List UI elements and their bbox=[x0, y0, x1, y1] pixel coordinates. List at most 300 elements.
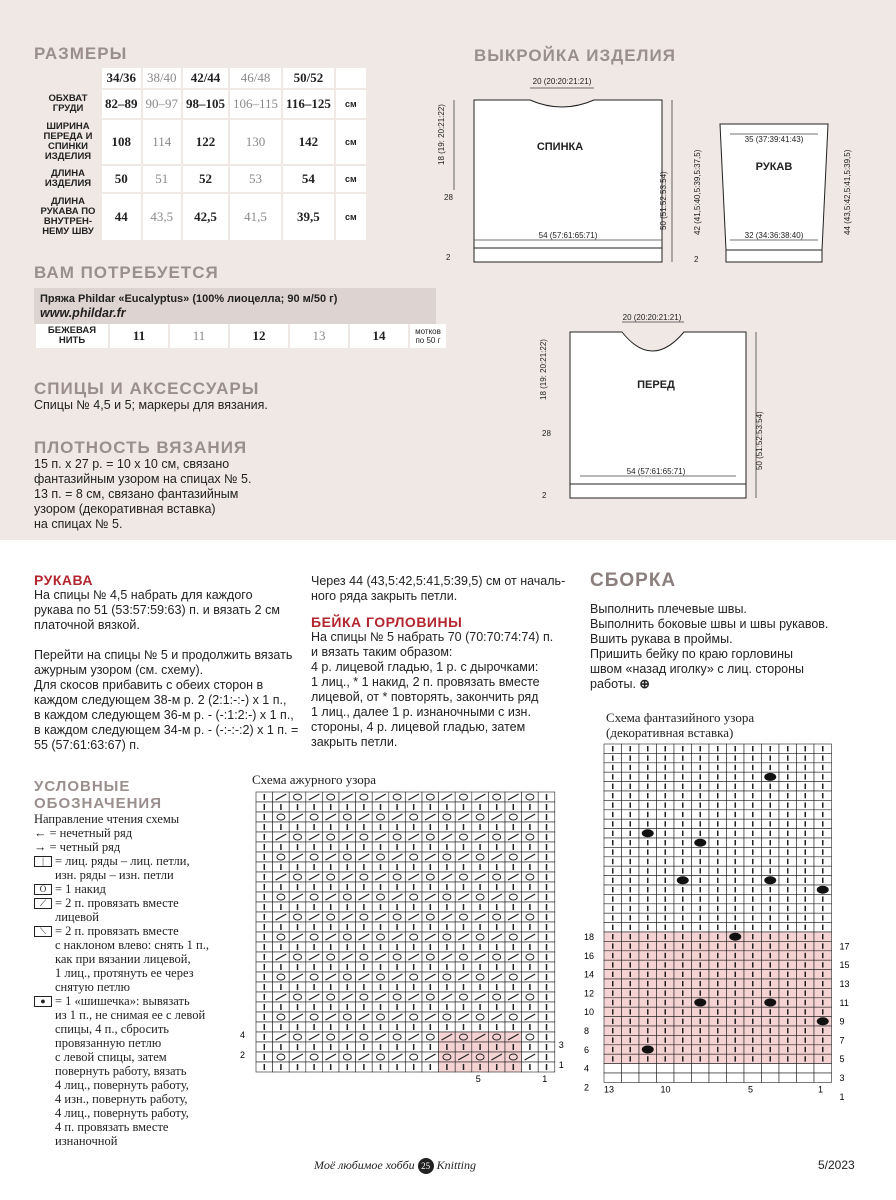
chart-cell bbox=[762, 1073, 780, 1082]
bobble-mark bbox=[694, 839, 706, 847]
row-number: 11 bbox=[839, 997, 849, 1008]
row-number: 13 bbox=[839, 979, 850, 989]
chart-cell bbox=[762, 1064, 780, 1073]
chart-cell bbox=[356, 792, 373, 802]
text-line: Перейти на спицы № 5 и продолжить вязать bbox=[34, 648, 293, 662]
sleeve-left: 42 (41,5:40,5:39,5:37,5) bbox=[693, 149, 702, 235]
chart-cell bbox=[522, 992, 539, 1002]
legend-line: с левой спицы, затем bbox=[55, 1050, 167, 1064]
legend-text bbox=[55, 896, 179, 924]
legend-line: = 2 п. провязать вместе bbox=[55, 896, 179, 910]
chart-cell bbox=[306, 852, 323, 862]
row-number: 14 bbox=[584, 969, 595, 980]
chart-cell bbox=[639, 1064, 657, 1073]
text-line: и вязать таким образом: bbox=[311, 645, 453, 659]
back-rib bbox=[474, 248, 662, 262]
row-number: 1 bbox=[558, 1060, 564, 1070]
text-line: работы. bbox=[590, 677, 636, 691]
chart-cell bbox=[273, 1012, 290, 1022]
text-line: 1 лиц., далее 1 р. изнаночными с изн. bbox=[311, 705, 531, 719]
col-number: 5 bbox=[475, 1074, 481, 1084]
chart-cell bbox=[522, 872, 539, 882]
legend-title bbox=[34, 778, 162, 812]
gauge-text bbox=[34, 457, 251, 532]
size-cell: 142 bbox=[283, 120, 334, 164]
size-cell: 51 bbox=[143, 166, 182, 192]
text-line: Для скосов прибавить с обеих сторон в bbox=[34, 678, 264, 692]
text-line: 4 р. лицевой гладью, 1 р. с дырочками: bbox=[311, 660, 539, 674]
legend-line: спицы, 4 п., сбросить bbox=[55, 1022, 169, 1036]
text-line: платочной вязкой. bbox=[34, 618, 140, 632]
text-line: ного ряда закрыть петли. bbox=[311, 589, 458, 603]
yarn-amount: 11 bbox=[110, 324, 168, 348]
chart-cell bbox=[405, 1052, 422, 1062]
chart-cell bbox=[692, 1064, 710, 1073]
text-line: стороны, 4 р. лицевой гладью, затем bbox=[311, 720, 526, 734]
bobble-mark bbox=[764, 876, 776, 884]
front-height: 50 (51:52:53:54) bbox=[755, 411, 764, 470]
bobble-mark bbox=[764, 773, 776, 781]
legend-direction: Направление чтения схемы bbox=[34, 812, 180, 826]
chart-cell bbox=[356, 912, 373, 922]
chart-cell bbox=[622, 1064, 640, 1073]
unit: см bbox=[336, 90, 366, 118]
yarn-unit: мотков по 50 г bbox=[410, 324, 446, 348]
text-line: На спицы № 5 набрать 70 (70:70:74:74) п. bbox=[311, 630, 554, 644]
chart-cell bbox=[356, 1032, 373, 1042]
row-number: 18 bbox=[584, 932, 595, 942]
bobble-icon: ● bbox=[34, 996, 52, 1007]
legend-line: провязанную петлю bbox=[55, 1036, 162, 1050]
front-piece bbox=[570, 332, 746, 484]
sleeves-title: РУКАВА bbox=[34, 572, 94, 588]
text-line: закрыть петли. bbox=[311, 735, 398, 749]
front-label: ПЕРЕД bbox=[637, 379, 675, 391]
legend-text: = четный ряд bbox=[49, 840, 121, 854]
schematics bbox=[430, 70, 870, 510]
chart-cell bbox=[439, 1012, 456, 1022]
legend-odd bbox=[34, 826, 252, 840]
chart-cell bbox=[422, 792, 439, 802]
chart-cell bbox=[814, 1073, 832, 1082]
size-cell: 44 bbox=[102, 194, 141, 240]
size-cell: 106–115 bbox=[230, 90, 281, 118]
chart-cell bbox=[339, 1012, 356, 1022]
legend-line: из 1 п., не снимая ее с левой bbox=[55, 1008, 206, 1022]
chart-cell bbox=[339, 1052, 356, 1062]
gauge-line: на спицах № 5. bbox=[34, 517, 123, 531]
row-number: 8 bbox=[584, 1026, 590, 1036]
legend-line: 4 п. провязать вместе bbox=[55, 1120, 169, 1134]
chart-cell bbox=[439, 932, 456, 942]
chart-cell bbox=[339, 932, 356, 942]
sleeve-bottom: 32 (34:36:38:40) bbox=[744, 231, 804, 240]
row-label: ДЛИНА РУКАВА ПО ВНУТРЕН-НЕМУ ШВУ bbox=[36, 194, 100, 240]
legend-knit bbox=[34, 854, 252, 882]
chart-cell bbox=[472, 1012, 489, 1022]
yarn-amount: 13 bbox=[290, 324, 348, 348]
front-rib-label: 2 bbox=[542, 491, 547, 500]
legend-line: = 2 п. провязать вместе bbox=[55, 924, 179, 938]
size-cell: 52 bbox=[183, 166, 228, 192]
size-cell: 50 bbox=[102, 166, 141, 192]
row-number: 2 bbox=[240, 1050, 246, 1060]
text-line: 55 (57:61:63:67) п. bbox=[34, 738, 140, 752]
size-cell: 53 bbox=[230, 166, 281, 192]
row-number: 16 bbox=[584, 950, 595, 961]
size-cell: 122 bbox=[183, 120, 228, 164]
chart-cell bbox=[306, 892, 323, 902]
bobble-mark bbox=[677, 876, 689, 884]
size-header: 46/48 bbox=[230, 68, 281, 88]
text-line: Выполнить боковые швы и швы рукавов. bbox=[590, 617, 829, 631]
size-cell: 39,5 bbox=[283, 194, 334, 240]
chart-cell bbox=[439, 852, 456, 862]
legend-text: = 1 накид bbox=[55, 882, 106, 896]
size-cell: 116–125 bbox=[283, 90, 334, 118]
chart-cell bbox=[472, 1052, 489, 1062]
chart-cell bbox=[522, 952, 539, 962]
chart-cell bbox=[339, 892, 356, 902]
chart-cell bbox=[273, 852, 290, 862]
col2-text bbox=[311, 574, 565, 604]
chart-cell bbox=[322, 952, 339, 962]
text-line: 1 лиц., * 1 накид, 2 п. провязать вместе bbox=[311, 675, 540, 689]
front-neck: 20 (20:20:21:21) bbox=[622, 313, 682, 322]
arrow-left-icon: ← bbox=[34, 826, 47, 840]
chart-cell bbox=[727, 1064, 745, 1073]
col-number: 1 bbox=[818, 1084, 824, 1095]
chart-cell bbox=[744, 1073, 762, 1082]
chart-cell bbox=[744, 1064, 762, 1073]
chart-cell bbox=[522, 1032, 539, 1042]
legend-line: изнаночной bbox=[55, 1134, 118, 1148]
chart-cell bbox=[422, 912, 439, 922]
chart-cell bbox=[639, 1073, 657, 1082]
gauge-line: 13 п. = 8 см, связано фантазийным bbox=[34, 487, 239, 501]
col-number: 1 bbox=[542, 1074, 548, 1084]
chart-cell bbox=[522, 832, 539, 842]
legend-line: с наклоном влево: снять 1 п., bbox=[55, 938, 209, 952]
row-label: ОБХВАТ ГРУДИ bbox=[36, 90, 100, 118]
chart-cell bbox=[273, 932, 290, 942]
chart-cell bbox=[405, 1012, 422, 1022]
bobble-mark bbox=[642, 1046, 654, 1054]
bobble-mark bbox=[817, 1017, 829, 1025]
end-mark-icon: ⊕ bbox=[639, 677, 650, 691]
needles-title: СПИЦЫ И АКСЕССУАРЫ bbox=[34, 379, 260, 398]
chart-cell bbox=[339, 852, 356, 862]
row-number: 3 bbox=[839, 1073, 845, 1083]
chart1-title: Схема ажурного узора bbox=[252, 772, 377, 787]
size-cell: 54 bbox=[283, 166, 334, 192]
chart-cell bbox=[439, 812, 456, 822]
legend-yo bbox=[34, 882, 252, 896]
row-number: 7 bbox=[839, 1035, 845, 1046]
chart-cell bbox=[439, 892, 456, 902]
text-line: Через 44 (43,5:42,5:41,5:39,5) см от началь- bbox=[311, 574, 566, 588]
sleeves-text bbox=[34, 588, 298, 753]
row-number: 9 bbox=[839, 1016, 845, 1027]
text-line: ажурным узором (см. схему). bbox=[34, 663, 204, 677]
front-rib bbox=[570, 484, 746, 498]
gauge-line: узором (декоративная вставка) bbox=[34, 502, 216, 516]
ssk-icon: ⟍ bbox=[34, 926, 52, 937]
chart-cell bbox=[273, 1052, 290, 1062]
row-label: ШИРИНА ПЕРЕДА И СПИНКИ ИЗДЕЛИЯ bbox=[36, 120, 100, 164]
chart-cell bbox=[522, 912, 539, 922]
neck-text bbox=[311, 630, 553, 750]
back-neck: 20 (20:20:21:21) bbox=[532, 77, 592, 86]
chart-cell bbox=[472, 812, 489, 822]
chart-cell bbox=[306, 972, 323, 982]
size-cell: 43,5 bbox=[143, 194, 182, 240]
size-header: 50/52 bbox=[283, 68, 334, 88]
chart-cell bbox=[322, 912, 339, 922]
back-label: СПИНКА bbox=[536, 141, 584, 153]
legend-title-line: УСЛОВНЫЕ bbox=[34, 778, 131, 795]
text-line bbox=[590, 677, 828, 692]
text-line: Пришить бейку по краю горловины bbox=[590, 647, 793, 661]
legend-text bbox=[55, 924, 209, 994]
legend-text bbox=[55, 854, 190, 882]
chart-cell bbox=[422, 832, 439, 842]
bobble-mark bbox=[817, 886, 829, 894]
bobble-mark bbox=[764, 999, 776, 1007]
lace-chart bbox=[232, 790, 562, 1090]
chart-cell bbox=[709, 1073, 727, 1082]
yarn-table bbox=[34, 322, 448, 350]
sleeve-label: РУКАВ bbox=[755, 161, 793, 173]
page-number: 25 bbox=[418, 1158, 434, 1174]
chart-cell bbox=[622, 1073, 640, 1082]
assembly-title: СБОРКА bbox=[590, 570, 677, 591]
chart-cell bbox=[422, 952, 439, 962]
chart-cell bbox=[709, 1064, 727, 1073]
row-label: ДЛИНА ИЗДЕЛИЯ bbox=[36, 166, 100, 192]
yarn-amount: 14 bbox=[350, 324, 408, 348]
sleeve-rib-label: 2 bbox=[694, 255, 699, 264]
chart-cell bbox=[604, 1073, 622, 1082]
section-name: Knitting bbox=[436, 1158, 476, 1172]
chart-cell bbox=[306, 932, 323, 942]
back-side: 28 bbox=[444, 193, 453, 202]
text-line: лицевой, от * повторять, закончить ряд bbox=[311, 690, 539, 704]
text-line: Выполнить плечевые швы. bbox=[590, 602, 747, 616]
text-line: рукава по 51 (53:57:59:63) п. и вязать 2 см bbox=[34, 603, 280, 617]
chart-cell bbox=[692, 1073, 710, 1082]
legend-line: повернуть работу, вязать bbox=[55, 1064, 187, 1078]
front-width: 54 (57:61:65:71) bbox=[626, 467, 686, 476]
chart-cell bbox=[472, 852, 489, 862]
arrow-right-icon: → bbox=[34, 840, 47, 854]
chart2-title bbox=[606, 710, 754, 740]
chart-cell bbox=[422, 872, 439, 882]
back-piece bbox=[474, 100, 662, 248]
chart-cell bbox=[674, 1064, 692, 1073]
chart-cell bbox=[306, 812, 323, 822]
text-line: каждом следующем 38-м р. 2 (2:1:-:-) х 1 п., bbox=[34, 693, 287, 707]
chart-cell bbox=[322, 1032, 339, 1042]
size-cell: 98–105 bbox=[183, 90, 228, 118]
legend-k2tog bbox=[34, 896, 252, 924]
row-number: 2 bbox=[584, 1082, 590, 1093]
fancy-chart bbox=[580, 742, 850, 1122]
chart-cell bbox=[674, 1073, 692, 1082]
front-neck-depth: 18 (19: 20:21:22) bbox=[539, 339, 548, 400]
legend-line: снятую петлю bbox=[55, 980, 130, 994]
legend-line: изн. ряды – изн. петли bbox=[55, 868, 174, 882]
pattern-title: ВЫКРОЙКА ИЗДЕЛИЯ bbox=[474, 46, 676, 65]
legend-line: = 1 «шишечка»: вывязать bbox=[55, 994, 190, 1008]
back-width: 54 (57:61:65:71) bbox=[538, 231, 598, 240]
chart-cell bbox=[797, 1064, 815, 1073]
chart-cell bbox=[405, 892, 422, 902]
issue: 5/2023 bbox=[818, 1158, 855, 1172]
text-line: в каждом следующем 36-м р. - (-:1:2:-) х 1 п., bbox=[34, 708, 294, 722]
chart-cell bbox=[472, 892, 489, 902]
unit: см bbox=[336, 166, 366, 192]
magazine-name: Моё любимое хобби bbox=[314, 1158, 415, 1172]
footer-magazine bbox=[314, 1158, 476, 1174]
back-rib-label: 2 bbox=[446, 253, 451, 262]
legend-line: как при вязании лицевой, bbox=[55, 952, 191, 966]
chart-cell bbox=[657, 1064, 675, 1073]
chart-cell bbox=[657, 1073, 675, 1082]
unit: см bbox=[336, 194, 366, 240]
size-cell: 90–97 bbox=[143, 90, 182, 118]
legend-bobble bbox=[34, 994, 252, 1148]
chart-cell bbox=[339, 812, 356, 822]
chart-cell bbox=[472, 932, 489, 942]
row-number: 4 bbox=[240, 1030, 246, 1040]
legend-ssk bbox=[34, 924, 252, 994]
unit: см bbox=[336, 120, 366, 164]
chart-cell bbox=[356, 952, 373, 962]
chart-cell bbox=[322, 832, 339, 842]
size-cell: 41,5 bbox=[230, 194, 281, 240]
back-neck-depth: 18 (19: 20:21:22) bbox=[437, 104, 446, 165]
chart-cell bbox=[322, 872, 339, 882]
yarn-url: www.phildar.fr bbox=[40, 306, 126, 320]
chart-cell bbox=[797, 1073, 815, 1082]
legend-line: 4 изн., повернуть работу, bbox=[55, 1092, 188, 1106]
chart-cell bbox=[439, 972, 456, 982]
chart-cell bbox=[322, 792, 339, 802]
back-height: 50 (51:52:53:54) bbox=[659, 171, 668, 230]
yarn-box bbox=[34, 288, 436, 324]
legend-line: = лиц. ряды – лиц. петли, bbox=[55, 854, 190, 868]
legend-line: 4 лиц., повернуть работу, bbox=[55, 1106, 189, 1120]
legend-line: 4 лиц., повернуть работу, bbox=[55, 1078, 189, 1092]
chart-cell bbox=[306, 1012, 323, 1022]
text-line: Вшить рукава в проймы. bbox=[590, 632, 733, 646]
chart-cell bbox=[405, 812, 422, 822]
bobble-mark bbox=[694, 999, 706, 1007]
chart-cell bbox=[422, 1032, 439, 1042]
size-cell: 114 bbox=[143, 120, 182, 164]
chart-cell bbox=[779, 1064, 797, 1073]
gauge-line: фантазийным узором на спицах № 5. bbox=[34, 472, 252, 486]
yarn-over-icon: O bbox=[34, 884, 52, 895]
row-number: 15 bbox=[839, 960, 850, 971]
assembly-text bbox=[590, 602, 828, 692]
chart-cell bbox=[339, 972, 356, 982]
legend-text bbox=[55, 994, 205, 1148]
chart2-title-line: (декоративная вставка) bbox=[606, 725, 734, 740]
chart-cell bbox=[405, 932, 422, 942]
chart-cell bbox=[405, 852, 422, 862]
size-cell: 130 bbox=[230, 120, 281, 164]
row-number: 10 bbox=[584, 1007, 595, 1018]
size-header: 38/40 bbox=[143, 68, 182, 88]
chart-cell bbox=[727, 1073, 745, 1082]
bobble-mark bbox=[642, 829, 654, 837]
size-cell: 108 bbox=[102, 120, 141, 164]
size-header: 42/44 bbox=[183, 68, 228, 88]
sizes-title: РАЗМЕРЫ bbox=[34, 44, 128, 63]
size-cell: 42,5 bbox=[183, 194, 228, 240]
sleeve-rib bbox=[726, 250, 822, 262]
yarn-color: БЕЖЕВАЯ НИТЬ bbox=[36, 324, 108, 348]
legend bbox=[34, 812, 252, 1148]
chart-cell bbox=[422, 992, 439, 1002]
size-header: 34/36 bbox=[102, 68, 141, 88]
row-number: 4 bbox=[584, 1063, 590, 1074]
text-line: в каждом следующем 34-м р. - (-:-:-:2) х 1 п. = bbox=[34, 723, 299, 737]
chart-cell bbox=[306, 1052, 323, 1062]
chart-cell bbox=[356, 872, 373, 882]
chart-cell bbox=[322, 992, 339, 1002]
chart-cell bbox=[273, 972, 290, 982]
chart-cell bbox=[356, 832, 373, 842]
yarn-name: Пряжа Phildar «Eucalyptus» (100% лиоцелла; 90 м/50 г) bbox=[40, 293, 338, 305]
gauge-title: ПЛОТНОСТЬ ВЯЗАНИЯ bbox=[34, 438, 248, 457]
legend-text: = нечетный ряд bbox=[49, 826, 133, 840]
k2tog-icon: ⟋ bbox=[34, 898, 52, 909]
size-cell: 82–89 bbox=[102, 90, 141, 118]
bobble-mark bbox=[729, 933, 741, 941]
legend-even bbox=[34, 840, 252, 854]
row-number: 17 bbox=[839, 941, 850, 952]
col-number: 5 bbox=[748, 1084, 754, 1095]
row-number: 6 bbox=[584, 1044, 590, 1055]
sleeve-right: 44 (43,5:42,5:41,5:39,5) bbox=[843, 149, 852, 235]
legend-line: лицевой bbox=[55, 910, 99, 924]
knit-icon: | bbox=[34, 856, 52, 867]
chart-cell bbox=[439, 1052, 456, 1062]
chart-cell bbox=[779, 1073, 797, 1082]
chart2-title-line: Схема фантазийного узора bbox=[606, 710, 755, 725]
yarn-amount: 12 bbox=[230, 324, 288, 348]
row-number: 12 bbox=[584, 988, 595, 999]
row-number: 3 bbox=[558, 1040, 564, 1050]
row-number: 1 bbox=[839, 1091, 845, 1102]
chart-cell bbox=[356, 992, 373, 1002]
sizes-table bbox=[34, 66, 368, 242]
front-side: 28 bbox=[542, 429, 551, 438]
gauge-line: 15 п. х 27 р. = 10 х 10 см, связано bbox=[34, 457, 230, 471]
chart-cell bbox=[405, 972, 422, 982]
col-number: 13 bbox=[604, 1084, 615, 1095]
chart-cell bbox=[472, 972, 489, 982]
neck-title: БЕЙКА ГОРЛОВИНЫ bbox=[311, 614, 463, 630]
chart-cell bbox=[814, 1064, 832, 1073]
legend-title-line: ОБОЗНАЧЕНИЯ bbox=[34, 795, 162, 812]
sleeve-top: 35 (37:39:41:43) bbox=[744, 135, 804, 144]
col-number: 10 bbox=[660, 1084, 671, 1095]
row-number: 5 bbox=[839, 1054, 845, 1065]
